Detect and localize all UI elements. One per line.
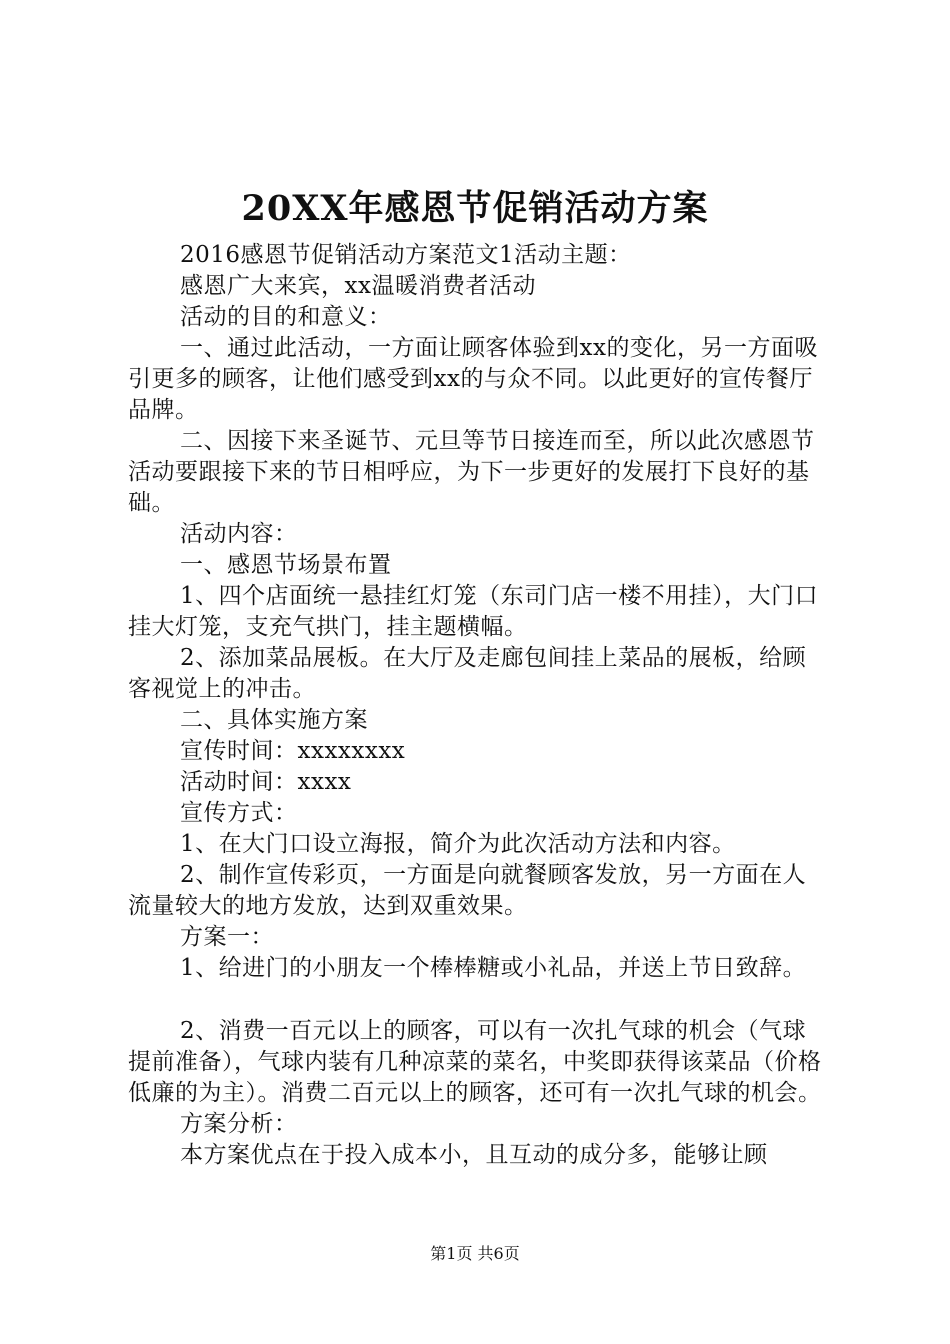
paragraph-purpose-1: 一、通过此活动，一方面让顾客体验到xx的变化，另一方面吸引更多的顾客，让他们感受到xx的与众不同。以此更好的宣传餐厅品牌。 bbox=[128, 335, 818, 423]
paragraph-analysis-heading: 方案分析： bbox=[180, 1111, 298, 1137]
paragraph-theme: 感恩广大来宾，xx温暖消费者活动 bbox=[180, 273, 536, 299]
paragraph-option-one-heading: 方案一： bbox=[180, 924, 274, 950]
paragraph-event-time: 活动时间：xxxx bbox=[180, 769, 352, 795]
page-number-footer: 第1页 共6页 bbox=[430, 1244, 520, 1263]
paragraph-purpose-2: 二、因接下来圣诞节、元旦等节日接连而至，所以此次感恩节活动要跟接下来的节日相呼应，为下一步更好的发展打下良好的基础。 bbox=[128, 428, 815, 516]
paragraph-promo-method-heading: 宣传方式： bbox=[180, 800, 298, 826]
paragraph-spacer bbox=[128, 984, 828, 1016]
paragraph-option-one-2: 2、消费一百元以上的顾客，可以有一次扎气球的机会（气球提前准备），气球内装有几种凉菜的菜名，中奖即获得该菜品（价格低廉的为主）。消费二百元以上的顾客，还可有一次扎气球的机会。 bbox=[128, 1018, 822, 1106]
paragraph-promo-method-2: 2、制作宣传彩页，一方面是向就餐顾客发放，另一方面在人流量较大的地方发放，达到双重效果。 bbox=[128, 862, 807, 919]
paragraph-promo-time: 宣传时间：xxxxxxxx bbox=[180, 738, 406, 764]
document-body bbox=[128, 240, 828, 1171]
paragraph-theme-heading: 2016感恩节促销活动方案范文1活动主题： bbox=[180, 242, 632, 268]
paragraph-content-heading: 活动内容： bbox=[180, 521, 298, 547]
paragraph-purpose-heading: 活动的目的和意义： bbox=[180, 304, 392, 330]
document-title: 20XX年感恩节促销活动方案 bbox=[241, 188, 709, 229]
paragraph-analysis: 本方案优点在于投入成本小，且互动的成分多，能够让顾 bbox=[180, 1142, 768, 1168]
paragraph-plan-heading: 二、具体实施方案 bbox=[180, 707, 368, 733]
paragraph-scene-heading: 一、感恩节场景布置 bbox=[180, 552, 392, 578]
paragraph-scene-2: 2、添加菜品展板。在大厅及走廊包间挂上菜品的展板，给顾客视觉上的冲击。 bbox=[128, 645, 807, 702]
paragraph-option-one-1: 1、给进门的小朋友一个棒棒糖或小礼品，并送上节日致辞。 bbox=[180, 955, 807, 981]
paragraph-scene-1: 1、四个店面统一悬挂红灯笼（东司门店一楼不用挂），大门口挂大灯笼，支充气拱门，挂主题横幅。 bbox=[128, 583, 819, 640]
paragraph-promo-method-1: 1、在大门口设立海报，简介为此次活动方法和内容。 bbox=[180, 831, 736, 857]
